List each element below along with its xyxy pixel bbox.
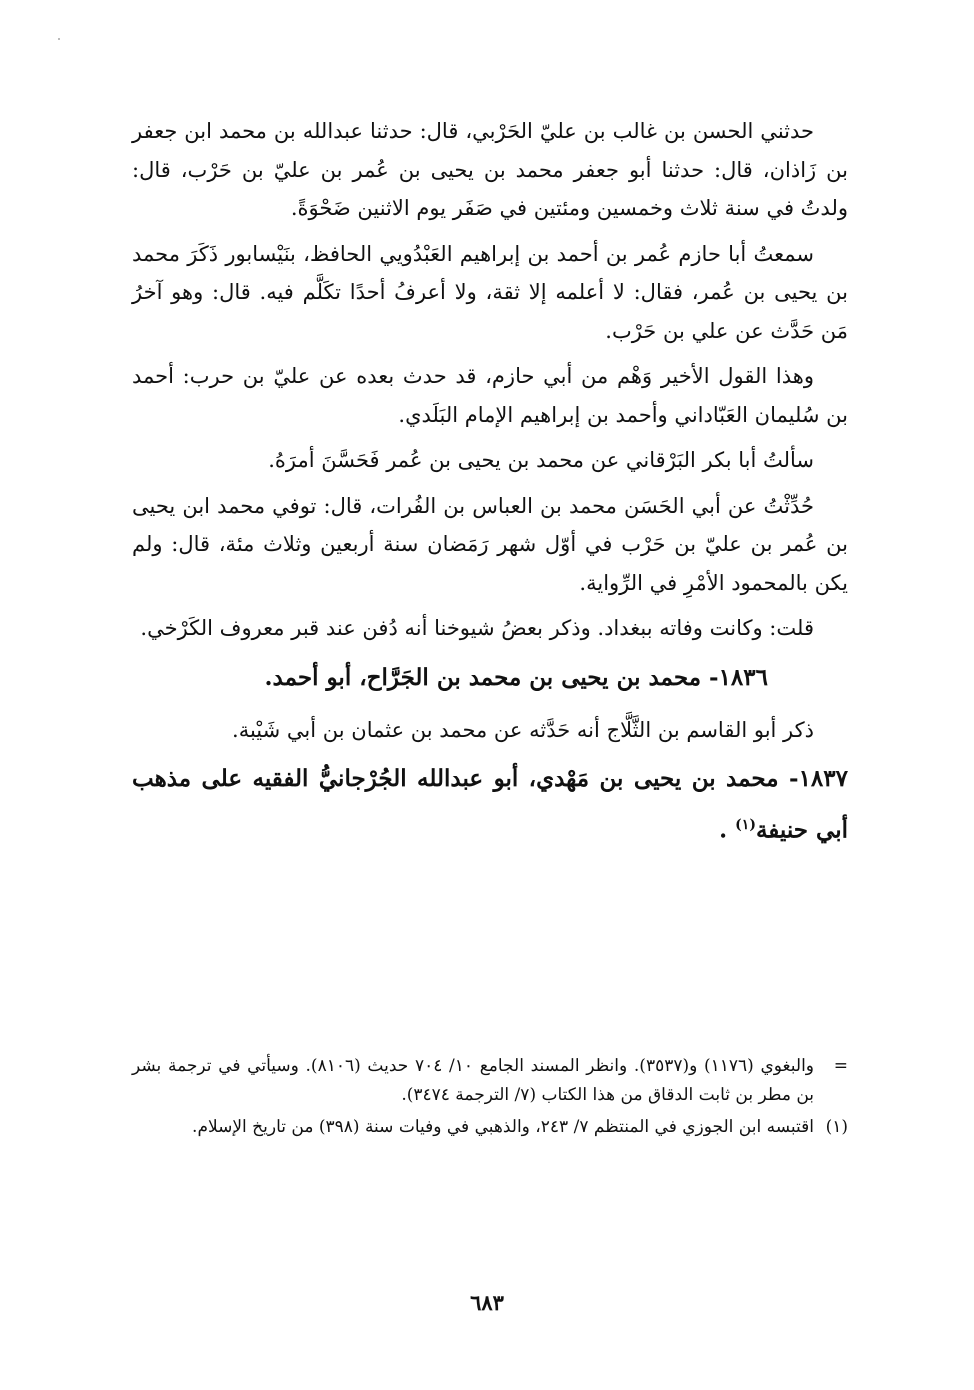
footnote-continuation bbox=[132, 1052, 848, 1110]
paragraph-5: حُدِّثْتُ عن أبي الحَسَن محمد بن العباس بن الفُرات، قال: توفي محمد ابن يحيى بن عُمر بن عليّ بن حَرْب في أوّل شهر رَمَضان سنة أربعين وثلاث مئة، قال: ولم يكن بالمحمود الأمْرِ في الرِّواية. bbox=[132, 493, 848, 595]
entry-1837-heading-tail: . bbox=[719, 816, 736, 844]
paragraph-1: حدثني الحسن بن غالب بن عليّ الحَرْبي، قال: حدثنا عبدالله بن محمد ابن جعفر بن زَاذان، قال: حدثنا أبو جعفر محمد بن يحيى بن عُمر بن عليّ بن حَرْب، قال: ولدتُ في سنة ثلاث وخمسين ومئتين في صَفَر يوم الاثنين ضَحْوَةً. bbox=[132, 119, 848, 220]
paragraph-3: وهذا القول الأخير وَهْم من أبي حازم، قد حدث بعده عن عليّ بن حرب: أحمد بن سُليمان العَبّاداني وأحمد بن إبراهيم الإمام البَلَدي. bbox=[132, 364, 848, 427]
footnote-mark: (١) bbox=[825, 1117, 848, 1137]
paragraph-4: سألتُ أبا بكر البَرْقاني عن محمد بن يحيى بن عُمر فَحَسَّنَ أمرَهُ. bbox=[268, 448, 814, 472]
main-text bbox=[132, 112, 848, 864]
scan-speck bbox=[58, 38, 60, 40]
entry-1837-heading bbox=[132, 756, 848, 854]
footnote-1 bbox=[132, 1113, 848, 1142]
page-number: ٦٨٣ bbox=[470, 1290, 504, 1315]
footnotes bbox=[132, 1052, 848, 1145]
entry-1836-text: ذكر أبو القاسم بن الثَّلَّاج أنه حَدَّثه عن محمد بن عثمان بن أبي شَيْبة. bbox=[232, 717, 814, 742]
footnote-text: والبغوي (١١٧٦) و(٣٥٣٧). وانظر المسند الجامع ١٠/ ٧٠٤ حديث (٨١٠٦). وسيأتي في ترجمة بشر بن مطر بن ثابت الدقاق من هذا الكتاب (٧/ الترجمة ٣٤٧٤). bbox=[132, 1056, 814, 1105]
entry-1836-heading: ١٨٣٦- محمد بن يحيى بن محمد بن الجَرَّاح، أبو أحمد. bbox=[264, 663, 768, 691]
paragraph-6: قلت: وكانت وفاته ببغداد. وذكر بعضُ شيوخنا أنه دُفن عند قبر معروف الكَرْخي. bbox=[140, 616, 814, 640]
footnote-text: اقتبسه ابن الجوزي في المنتظم ٧/ ٢٤٣، والذهبي في وفيات سنة (٣٩٨) من تاريخ الإسلام. bbox=[192, 1117, 814, 1137]
footnote-reference[interactable]: (١) bbox=[735, 817, 756, 833]
entry-1837-heading-text: ١٨٣٧- محمد بن يحيى بن مَهْدي، أبو عبدالله الجُرْجانيُّ الفقيه على مذهب أبي حنيفة bbox=[132, 765, 848, 844]
paragraph-2: سمعتُ أبا حازم عُمر بن أحمد بن إبراهيم العَبْدُويي الحافظ، بنَيْسابور ذَكَرَ محمد بن يحيى بن عُمر، فقال: لا أعلمه إلا ثقة، ولا أعرفُ أحدًا تكَلَّم فيه. قال: وهو آخرُ مَن حَدَّث عن علي بن حَرْب. bbox=[132, 241, 848, 343]
footnote-mark: = bbox=[833, 1056, 848, 1076]
